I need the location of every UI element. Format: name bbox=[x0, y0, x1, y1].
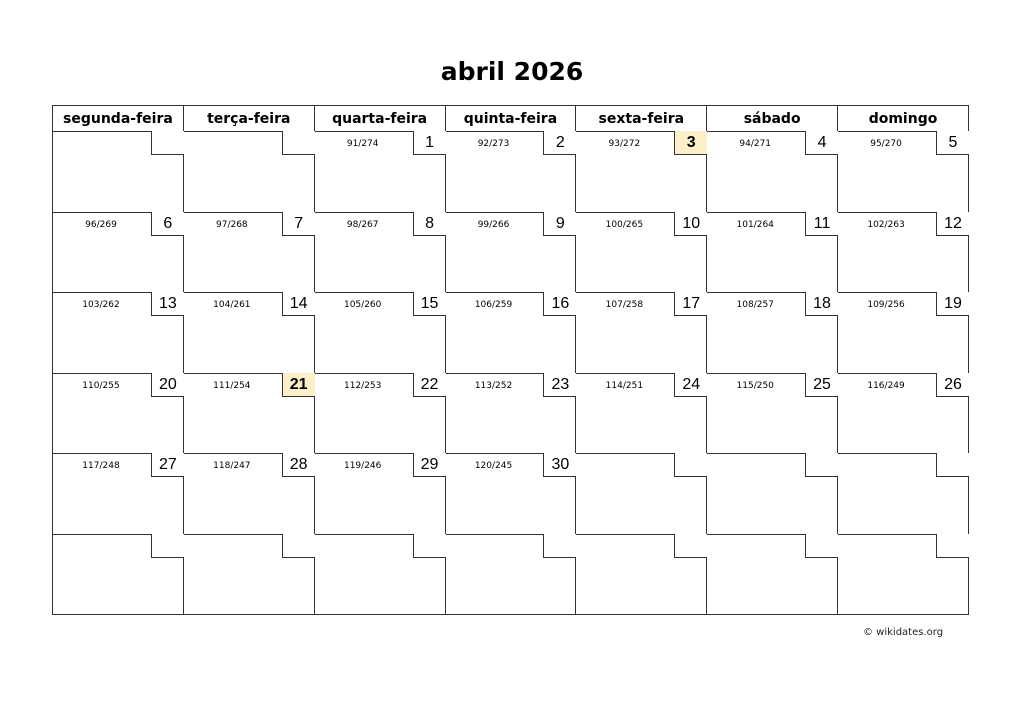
day-number: 30 bbox=[543, 453, 576, 477]
day-cell bbox=[707, 454, 838, 535]
day-number bbox=[543, 534, 576, 558]
day-of-year: 94/271 bbox=[739, 139, 772, 149]
day-number bbox=[805, 453, 838, 477]
day-of-year: 107/258 bbox=[605, 300, 644, 310]
day-cell-content bbox=[576, 374, 706, 453]
day-cell-content bbox=[838, 132, 968, 211]
day-of-year: 101/264 bbox=[736, 219, 774, 230]
day-cell bbox=[838, 534, 969, 615]
day-of-year: 120/245 bbox=[474, 461, 513, 471]
day-cell-content bbox=[838, 293, 968, 372]
copyright-notice: © wikidates.org bbox=[863, 627, 944, 638]
day-cell bbox=[838, 132, 969, 213]
day-cell bbox=[183, 454, 314, 535]
day-cell bbox=[576, 132, 707, 213]
day-of-year: 102/263 bbox=[867, 219, 905, 230]
day-of-year: 108/257 bbox=[736, 300, 774, 310]
day-number: 20 bbox=[151, 373, 184, 397]
day-cell-content bbox=[707, 454, 837, 533]
day-cell bbox=[576, 293, 707, 374]
day-number: 26 bbox=[936, 373, 969, 397]
day-cell bbox=[53, 534, 184, 615]
day-cell-content bbox=[446, 374, 576, 453]
day-of-year: 116/249 bbox=[867, 380, 905, 391]
day-cell-content bbox=[576, 454, 706, 533]
day-cell bbox=[183, 373, 314, 454]
day-cell-content bbox=[707, 535, 837, 614]
day-cell bbox=[576, 373, 707, 454]
day-cell bbox=[445, 534, 576, 615]
day-of-year: 98/267 bbox=[346, 219, 379, 230]
day-cell bbox=[53, 212, 184, 293]
day-number: 15 bbox=[413, 292, 446, 316]
day-cell bbox=[838, 293, 969, 374]
day-number: 6 bbox=[151, 212, 184, 236]
day-number: 23 bbox=[543, 373, 576, 397]
day-cell bbox=[445, 454, 576, 535]
day-cell-content bbox=[838, 213, 968, 292]
week-row bbox=[53, 373, 969, 454]
day-cell bbox=[314, 212, 445, 293]
day-cell bbox=[707, 132, 838, 213]
day-number bbox=[151, 534, 184, 558]
day-cell-content bbox=[53, 213, 183, 292]
day-cell bbox=[314, 293, 445, 374]
day-cell-content bbox=[446, 535, 576, 614]
day-of-year: 103/262 bbox=[82, 300, 120, 310]
day-number: 8 bbox=[413, 212, 446, 236]
day-of-year: 118/247 bbox=[213, 461, 251, 471]
day-cell bbox=[53, 132, 184, 213]
day-number: 14 bbox=[282, 292, 315, 316]
day-cell-content bbox=[576, 132, 706, 211]
day-cell bbox=[445, 212, 576, 293]
day-number: 13 bbox=[151, 292, 184, 316]
weekday-header: domingo bbox=[838, 106, 969, 132]
day-cell-content bbox=[184, 132, 314, 211]
day-cell-content bbox=[184, 535, 314, 614]
day-cell bbox=[445, 293, 576, 374]
day-of-year: 104/261 bbox=[213, 300, 251, 310]
day-number-highlighted: 21 bbox=[282, 373, 315, 397]
week-row bbox=[53, 212, 969, 293]
weekday-header: quarta-feira bbox=[314, 106, 445, 132]
day-cell bbox=[838, 454, 969, 535]
day-number: 12 bbox=[936, 212, 969, 236]
day-cell-content bbox=[446, 132, 576, 211]
calendar-grid bbox=[52, 105, 969, 615]
day-cell-content bbox=[446, 293, 576, 372]
day-cell-content bbox=[53, 535, 183, 614]
day-of-year: 96/269 bbox=[85, 219, 117, 230]
day-cell bbox=[53, 454, 184, 535]
day-number bbox=[151, 131, 184, 155]
calendar-title: abril 2026 bbox=[440, 57, 584, 86]
day-cell bbox=[838, 373, 969, 454]
day-cell bbox=[183, 132, 314, 213]
weekday-header: terça-feira bbox=[183, 106, 314, 132]
weekday-header: sexta-feira bbox=[576, 106, 707, 132]
day-number bbox=[936, 453, 969, 477]
day-number: 4 bbox=[805, 131, 838, 155]
day-of-year: 119/246 bbox=[343, 461, 382, 471]
weekday-header-row bbox=[53, 106, 969, 132]
day-number bbox=[282, 534, 315, 558]
day-cell bbox=[53, 373, 184, 454]
day-cell bbox=[445, 132, 576, 213]
day-cell-content bbox=[315, 213, 445, 292]
day-of-year: 91/274 bbox=[346, 139, 379, 149]
day-cell bbox=[183, 293, 314, 374]
day-cell bbox=[183, 212, 314, 293]
day-number: 18 bbox=[805, 292, 838, 316]
day-cell-content bbox=[576, 213, 706, 292]
day-cell-content bbox=[576, 535, 706, 614]
day-cell bbox=[707, 373, 838, 454]
day-of-year: 93/272 bbox=[608, 139, 641, 149]
day-cell bbox=[707, 293, 838, 374]
day-number: 22 bbox=[413, 373, 446, 397]
day-cell bbox=[53, 293, 184, 374]
day-cell-content bbox=[446, 454, 576, 533]
day-cell bbox=[314, 132, 445, 213]
day-cell bbox=[576, 212, 707, 293]
day-of-year: 110/255 bbox=[82, 380, 120, 391]
day-of-year: 117/248 bbox=[82, 461, 120, 471]
day-cell-content bbox=[53, 293, 183, 372]
day-number-highlighted: 3 bbox=[674, 131, 707, 155]
day-cell-content bbox=[315, 132, 445, 211]
day-cell-content bbox=[838, 535, 968, 614]
day-of-year: 109/256 bbox=[867, 300, 905, 310]
day-cell-content bbox=[53, 454, 183, 533]
day-cell-content bbox=[446, 213, 576, 292]
weekday-header: sábado bbox=[707, 106, 838, 132]
day-cell-content bbox=[707, 374, 837, 453]
day-cell bbox=[183, 534, 314, 615]
day-of-year: 111/254 bbox=[213, 380, 251, 391]
day-of-year: 99/266 bbox=[477, 219, 510, 230]
day-of-year: 114/251 bbox=[605, 380, 644, 391]
day-number bbox=[282, 131, 315, 155]
day-cell-content bbox=[315, 293, 445, 372]
day-cell-content bbox=[707, 132, 837, 211]
day-number: 25 bbox=[805, 373, 838, 397]
day-of-year: 100/265 bbox=[605, 219, 644, 230]
day-cell bbox=[314, 534, 445, 615]
day-number: 24 bbox=[674, 373, 707, 397]
day-cell-content bbox=[315, 454, 445, 533]
day-number: 29 bbox=[413, 453, 446, 477]
week-row bbox=[53, 534, 969, 615]
day-number bbox=[805, 534, 838, 558]
day-number: 9 bbox=[543, 212, 576, 236]
day-cell-content bbox=[53, 374, 183, 453]
day-number: 1 bbox=[413, 131, 446, 155]
day-of-year: 105/260 bbox=[343, 300, 382, 310]
week-row bbox=[53, 132, 969, 213]
day-number: 5 bbox=[936, 131, 969, 155]
day-cell bbox=[576, 454, 707, 535]
day-of-year: 115/250 bbox=[736, 380, 774, 391]
day-of-year: 92/273 bbox=[477, 139, 510, 149]
day-of-year: 97/268 bbox=[216, 219, 248, 230]
day-cell-content bbox=[184, 454, 314, 533]
day-number: 16 bbox=[543, 292, 576, 316]
day-cell-content bbox=[707, 293, 837, 372]
day-cell-content bbox=[184, 374, 314, 453]
day-cell bbox=[314, 373, 445, 454]
day-number: 17 bbox=[674, 292, 707, 316]
day-number: 7 bbox=[282, 212, 315, 236]
day-number: 11 bbox=[805, 212, 838, 236]
week-row bbox=[53, 293, 969, 374]
day-cell bbox=[314, 454, 445, 535]
day-cell-content bbox=[838, 454, 968, 533]
week-row bbox=[53, 454, 969, 535]
day-number bbox=[413, 534, 446, 558]
day-cell-content bbox=[315, 535, 445, 614]
day-of-year: 113/252 bbox=[474, 380, 513, 391]
day-number: 2 bbox=[543, 131, 576, 155]
day-number: 28 bbox=[282, 453, 315, 477]
day-number: 19 bbox=[936, 292, 969, 316]
day-of-year: 95/270 bbox=[870, 139, 902, 149]
day-cell-content bbox=[707, 213, 837, 292]
day-number bbox=[674, 534, 707, 558]
day-number bbox=[936, 534, 969, 558]
day-cell-content bbox=[838, 374, 968, 453]
day-cell bbox=[838, 212, 969, 293]
day-number bbox=[674, 453, 707, 477]
day-cell bbox=[576, 534, 707, 615]
weekday-header: quinta-feira bbox=[445, 106, 576, 132]
day-cell-content bbox=[53, 132, 183, 211]
day-cell bbox=[445, 373, 576, 454]
day-cell-content bbox=[315, 374, 445, 453]
day-number: 10 bbox=[674, 212, 707, 236]
day-number: 27 bbox=[151, 453, 184, 477]
day-cell-content bbox=[184, 213, 314, 292]
day-cell bbox=[707, 534, 838, 615]
day-cell-content bbox=[184, 293, 314, 372]
day-of-year: 106/259 bbox=[474, 300, 513, 310]
weekday-header: segunda-feira bbox=[53, 106, 184, 132]
day-cell bbox=[707, 212, 838, 293]
day-of-year: 112/253 bbox=[343, 380, 382, 391]
day-cell-content bbox=[576, 293, 706, 372]
